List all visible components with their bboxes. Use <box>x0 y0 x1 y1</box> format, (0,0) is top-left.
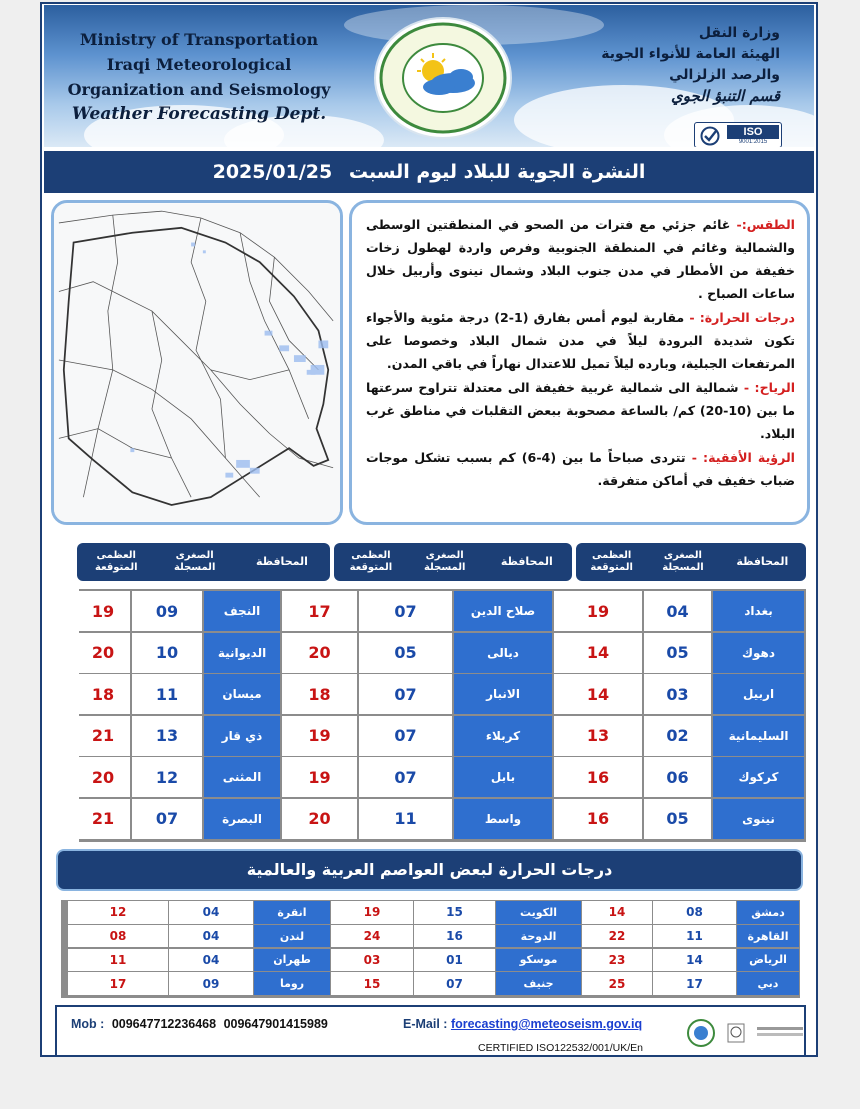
max-temperature: 19 <box>331 901 413 924</box>
email-label: E-Mail : <box>403 1017 448 1031</box>
max-temperature: 14 <box>554 633 642 673</box>
checkmark-shield-icon <box>699 126 721 146</box>
min-temperature: 13 <box>132 716 202 756</box>
capitals-title-bar <box>56 849 803 891</box>
phone-number-1[interactable]: 009647712236468 <box>111 1017 217 1031</box>
organization-seal-icon <box>687 1019 715 1047</box>
min-temperature: 04 <box>169 925 253 948</box>
min-temperature: 17 <box>653 972 736 995</box>
min-temperature: 01 <box>414 949 495 972</box>
header-max: العظمى المتوقعة <box>349 550 393 573</box>
min-temperature: 07 <box>414 972 495 995</box>
visibility-label: الرؤية الأفقية: - <box>691 450 796 465</box>
capital-name: انقرة <box>254 901 330 924</box>
capital-name: دمشق <box>737 901 799 924</box>
max-temperature: 19 <box>282 716 357 756</box>
min-temperature: 09 <box>132 591 202 631</box>
max-temperature: 18 <box>282 674 357 714</box>
governorate-name: ذي قار <box>204 716 280 756</box>
min-temperature: 07 <box>132 799 202 839</box>
capitals-temperature-table <box>61 900 800 998</box>
capital-name: القاهرة <box>737 925 799 948</box>
max-temperature: 14 <box>554 674 642 714</box>
header-min: الصغرى المسجلة <box>173 550 216 573</box>
max-temperature: 19 <box>554 591 642 631</box>
governorate-temperature-table <box>79 589 806 842</box>
organization-line1: Iraqi Meteorological <box>106 55 292 74</box>
header-governorate: المحافظة <box>736 555 789 568</box>
min-temperature: 15 <box>414 901 495 924</box>
weather-text: غائم جزئي مع فترات من الصحو في المنطقتين الوسطى والشمالية وغائم في المنطقة الجنوبية وفرص واردة لهطول زخات خفيفة من الأمطار في مدن جنوب البلاد وشمال نينوى وأربيل خلال ساعات الصباح . <box>366 217 795 301</box>
table-header-group-3 <box>77 543 330 581</box>
header-max: العظمى المتوقعة <box>95 550 138 573</box>
weather-label: الطقس:- <box>736 217 795 232</box>
temperature-label: درجات الحرارة: - <box>689 310 795 325</box>
phone-number-2[interactable]: 009647901415989 <box>223 1017 328 1031</box>
wind-text: شمالية الى شمالية غربية خفيفة الى معتدلة تتراوح سرعتها ما بين (10-20) كم/ بالساعة مصحوبة ببعض التقلبات في مناطق غرب البلاد. <box>366 380 795 441</box>
min-temperature: 06 <box>644 757 711 797</box>
max-temperature: 13 <box>554 716 642 756</box>
min-temperature: 12 <box>132 757 202 797</box>
governorate-name: نينوى <box>713 799 804 839</box>
governorate-name: ميسان <box>204 674 280 714</box>
mobile-label: Mob : <box>71 1017 105 1031</box>
wind-paragraph <box>366 376 795 445</box>
min-temperature: 07 <box>359 757 452 797</box>
min-temperature: 07 <box>359 591 452 631</box>
capital-name: جنيف <box>496 972 581 995</box>
capital-name: لندن <box>254 925 330 948</box>
governorate-name: ديالى <box>454 633 552 673</box>
governorate-name: كربلاء <box>454 716 552 756</box>
min-temperature: 08 <box>653 901 736 924</box>
iraq-map <box>54 203 340 522</box>
max-temperature: 20 <box>76 757 130 797</box>
governorate-name: المثنى <box>204 757 280 797</box>
min-temperature: 05 <box>359 633 452 673</box>
accreditation-logo-icon <box>757 1025 803 1041</box>
weather-paragraph <box>366 213 795 305</box>
max-temperature: 03 <box>331 949 413 972</box>
governorate-name: النجف <box>204 591 280 631</box>
temperature-paragraph <box>366 306 795 375</box>
min-temperature: 11 <box>132 674 202 714</box>
max-temperature: 21 <box>76 799 130 839</box>
min-temperature: 10 <box>132 633 202 673</box>
min-temperature: 14 <box>653 949 736 972</box>
max-temperature: 08 <box>68 925 168 948</box>
max-temperature: 14 <box>582 901 652 924</box>
min-temperature: 09 <box>169 972 253 995</box>
certification-mark-icon <box>727 1023 745 1043</box>
temperature-text: مقاربة ليوم أمس بفارق (1-2) درجة مئوية والأجواء تكون شديدة البرودة ليلاً في مدن شمال البلاد وخصوصا على المرتفعات الجبلية، وبارده ليلاً تميل للاعتدال نهاراً في باقي المدن. <box>366 310 795 371</box>
email-link[interactable]: forecasting@meteoseism.gov.iq <box>450 1017 643 1031</box>
max-temperature: 20 <box>282 633 357 673</box>
min-temperature: 07 <box>359 674 452 714</box>
table-header-group-2 <box>334 543 572 581</box>
min-temperature: 03 <box>644 674 711 714</box>
iso-standard: 9001:2015 <box>738 139 768 145</box>
header-max: العظمى المتوقعة <box>590 550 633 573</box>
max-temperature: 22 <box>582 925 652 948</box>
min-temperature: 05 <box>644 799 711 839</box>
governorate-name: صلاح الدين <box>454 591 552 631</box>
max-temperature: 17 <box>282 591 357 631</box>
min-temperature: 16 <box>414 925 495 948</box>
organization-arabic-line1: الهيئة العامة للأنواء الجوية <box>601 46 780 62</box>
ministry-name: Ministry of Transportation <box>79 30 319 49</box>
capital-name: دبي <box>737 972 799 995</box>
footer <box>55 1005 806 1057</box>
header-arabic <box>520 23 780 107</box>
capital-name: الرياض <box>737 949 799 972</box>
min-temperature: 04 <box>644 591 711 631</box>
mobile-contact <box>71 1017 328 1031</box>
header-governorate: المحافظة <box>500 555 553 568</box>
max-temperature: 17 <box>68 972 168 995</box>
iso-label: ISO <box>727 125 779 139</box>
min-temperature: 07 <box>359 716 452 756</box>
max-temperature: 15 <box>331 972 413 995</box>
min-temperature: 02 <box>644 716 711 756</box>
bulletin-date: 2025/01/25 <box>212 161 333 183</box>
governorate-name: الديوانية <box>204 633 280 673</box>
capital-name: موسكو <box>496 949 581 972</box>
max-temperature: 23 <box>582 949 652 972</box>
min-temperature: 11 <box>653 925 736 948</box>
capitals-title: درجات الحرارة لبعض العواصم العربية والعالمية <box>246 860 613 879</box>
max-temperature: 20 <box>282 799 357 839</box>
max-temperature: 19 <box>76 591 130 631</box>
organization-logo-icon <box>371 15 515 141</box>
visibility-paragraph <box>366 446 795 492</box>
min-temperature: 04 <box>169 949 253 972</box>
max-temperature: 21 <box>76 716 130 756</box>
capital-name: روما <box>254 972 330 995</box>
governorate-name: واسط <box>454 799 552 839</box>
max-temperature: 24 <box>331 925 413 948</box>
governorate-name: السليمانية <box>713 716 804 756</box>
header-banner <box>44 5 814 147</box>
max-temperature: 16 <box>554 757 642 797</box>
max-temperature: 18 <box>76 674 130 714</box>
header-governorate: المحافظة <box>255 555 308 568</box>
governorate-name: بغداد <box>713 591 804 631</box>
email-contact <box>403 1017 642 1031</box>
department-name-arabic: قسم التنبؤ الجوي <box>671 87 780 105</box>
governorate-name: اربيل <box>713 674 804 714</box>
department-name: Weather Forecasting Dept. <box>71 104 327 124</box>
governorate-name: دهوك <box>713 633 804 673</box>
table-header-group-1 <box>576 543 806 581</box>
max-temperature: 12 <box>68 901 168 924</box>
iso-badge <box>694 122 782 147</box>
header-min: الصغرى المسجلة <box>423 550 466 573</box>
header-min: الصغرى المسجلة <box>662 550 704 573</box>
satellite-map-panel <box>51 200 343 525</box>
max-temperature: 20 <box>76 633 130 673</box>
capital-name: الكويت <box>496 901 581 924</box>
header-english <box>54 27 344 127</box>
bulletin-title-bar <box>44 151 814 193</box>
weather-forecast-text <box>349 200 810 525</box>
min-temperature: 04 <box>169 901 253 924</box>
bulletin-title: النشرة الجوية للبلاد ليوم السبت <box>348 161 646 183</box>
max-temperature: 25 <box>582 972 652 995</box>
ministry-name-arabic: وزارة النقل <box>698 25 780 41</box>
organization-line2: Organization and Seismology <box>67 80 331 99</box>
max-temperature: 11 <box>68 949 168 972</box>
certification-text: CERTIFIED ISO122532/001/UK/En <box>478 1042 643 1054</box>
max-temperature: 19 <box>282 757 357 797</box>
capital-name: الدوحة <box>496 925 581 948</box>
governorate-name: البصرة <box>204 799 280 839</box>
governorate-name: بابل <box>454 757 552 797</box>
min-temperature: 05 <box>644 633 711 673</box>
wind-label: الرياح: - <box>743 380 796 395</box>
capital-name: طهران <box>254 949 330 972</box>
max-temperature: 16 <box>554 799 642 839</box>
visibility-text: تتردى صباحاً ما بين (4-6) كم بسبب تشكل موجات ضباب خفيف في أماكن متفرقة. <box>366 450 795 488</box>
min-temperature: 11 <box>359 799 452 839</box>
governorate-name: الانبار <box>454 674 552 714</box>
governorate-name: كركوك <box>713 757 804 797</box>
organization-arabic-line2: والرصد الزلزالي <box>669 67 780 83</box>
